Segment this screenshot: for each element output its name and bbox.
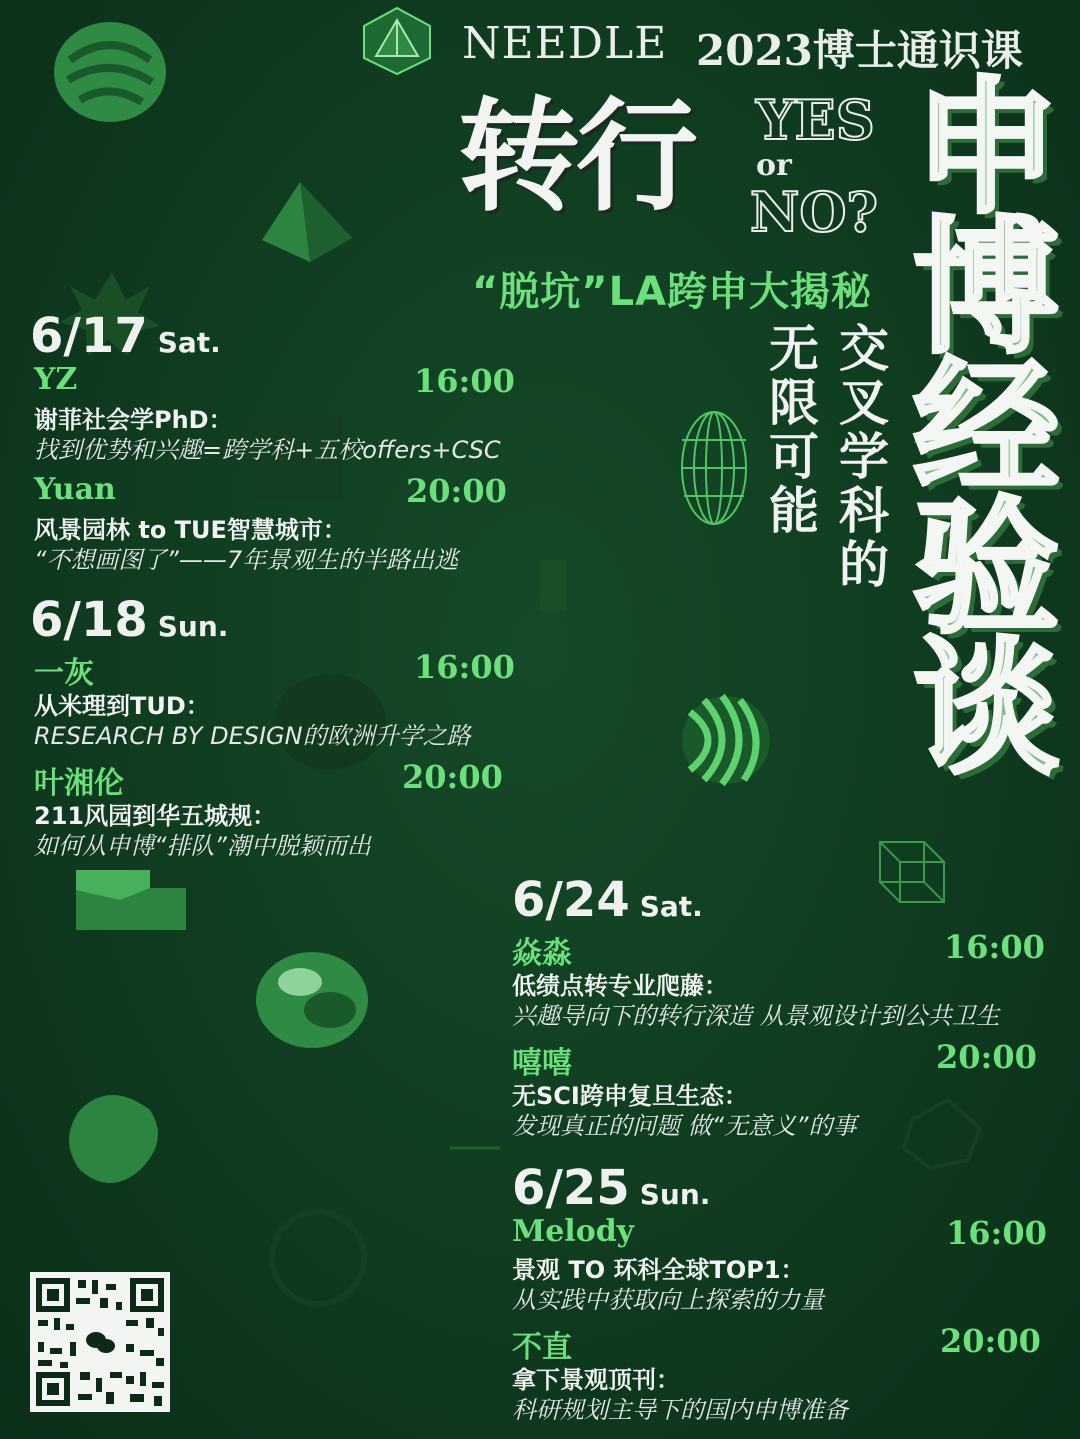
speaker-name: 一灰 <box>34 656 94 691</box>
subtitle: “脱坑”LA跨申大揭秘 <box>472 269 873 315</box>
sphere-top-left <box>54 22 166 122</box>
talk-title: 从米理到TUD： <box>34 692 210 720</box>
date-weekday: Sat. <box>639 890 703 923</box>
talk-time: 20:00 <box>402 758 503 796</box>
talk-subtitle: “不想画图了”——7年景观生的半路出逃 <box>34 546 459 574</box>
talk-time: 20:00 <box>940 1322 1041 1360</box>
talk-time: 20:00 <box>936 1038 1037 1076</box>
talk-title: 低绩点转专业爬藤： <box>512 972 728 1000</box>
speaker-name: 嘻嘻 <box>512 1046 572 1081</box>
donut-shape <box>256 952 368 1048</box>
date-value: 6/17 <box>30 308 148 364</box>
title-no: NO? <box>750 180 879 244</box>
speaker-name: 不直 <box>512 1330 572 1365</box>
talk-time: 20:00 <box>406 472 507 510</box>
vertical-tagline-1: 交叉学科的 <box>831 322 889 592</box>
talk-time: 16:00 <box>946 1214 1047 1252</box>
wechat-icon <box>82 1324 118 1360</box>
talk-subtitle: 发现真正的问题 做“无意义”的事 <box>512 1112 857 1140</box>
date-weekday: Sat. <box>157 326 221 359</box>
wire-sphere <box>682 412 746 524</box>
talk-subtitle: 科研规划主导下的国内申博准备 <box>512 1396 848 1424</box>
talk-title: 无SCI跨申复旦生态： <box>512 1082 748 1110</box>
date-heading <box>30 592 228 648</box>
date-heading <box>30 308 221 364</box>
title-yes: YES <box>756 88 875 152</box>
talk-time: 16:00 <box>414 648 515 686</box>
date-weekday: Sun. <box>157 610 229 643</box>
speaker-name: 焱淼 <box>512 936 572 971</box>
talk-subtitle: 从实践中获取向上探索的力量 <box>512 1286 824 1314</box>
talk-title: 风景园林 to TUE智慧城市： <box>34 516 347 544</box>
course-name: 2023博士通识课 <box>696 26 1023 75</box>
date-value: 6/25 <box>512 1160 630 1216</box>
speaker-name: YZ <box>34 362 78 397</box>
title-or: or <box>756 148 792 183</box>
big-vertical-title: 申博经验谈 <box>888 70 1059 770</box>
speaker-name: Melody <box>512 1214 635 1249</box>
speaker-name: 叶湘伦 <box>34 766 124 801</box>
wire-cube <box>880 842 944 902</box>
talk-subtitle: 找到优势和兴趣=跨学科+五校offers+CSC <box>34 436 501 464</box>
talk-subtitle: 兴趣导向下的转行深造 从景观设计到公共卫生 <box>512 1002 1000 1030</box>
talk-time: 16:00 <box>944 928 1045 966</box>
talk-title: 211风园到华五城规： <box>34 802 277 830</box>
talk-title: 谢菲社会学PhD： <box>34 406 233 434</box>
brand-name: NEEDLE <box>462 18 668 69</box>
striped-ball <box>682 696 770 784</box>
date-value: 6/24 <box>512 872 630 928</box>
talk-subtitle: RESEARCH BY DESIGN的欧洲升学之路 <box>34 722 471 750</box>
ring-shape <box>272 1212 364 1304</box>
main-title: 转行 <box>458 86 694 228</box>
date-weekday: Sun. <box>639 1178 711 1211</box>
talk-subtitle: 如何从申博“排队”潮中脱颖而出 <box>34 832 371 860</box>
qr-code-icon[interactable] <box>30 1272 170 1412</box>
vertical-tagline-2: 无限可能 <box>761 322 819 538</box>
star-outline <box>904 1100 980 1168</box>
bean-shape <box>69 1095 158 1183</box>
date-heading <box>512 1160 710 1216</box>
talk-title: 拿下景观顶刊： <box>512 1366 680 1394</box>
date-value: 6/18 <box>30 592 148 648</box>
speaker-name: Yuan <box>34 472 116 507</box>
talk-time: 16:00 <box>414 362 515 400</box>
date-heading <box>512 872 703 928</box>
needle-logo-icon <box>360 6 434 76</box>
talk-title: 景观 TO 环科全球TOP1： <box>512 1256 805 1284</box>
